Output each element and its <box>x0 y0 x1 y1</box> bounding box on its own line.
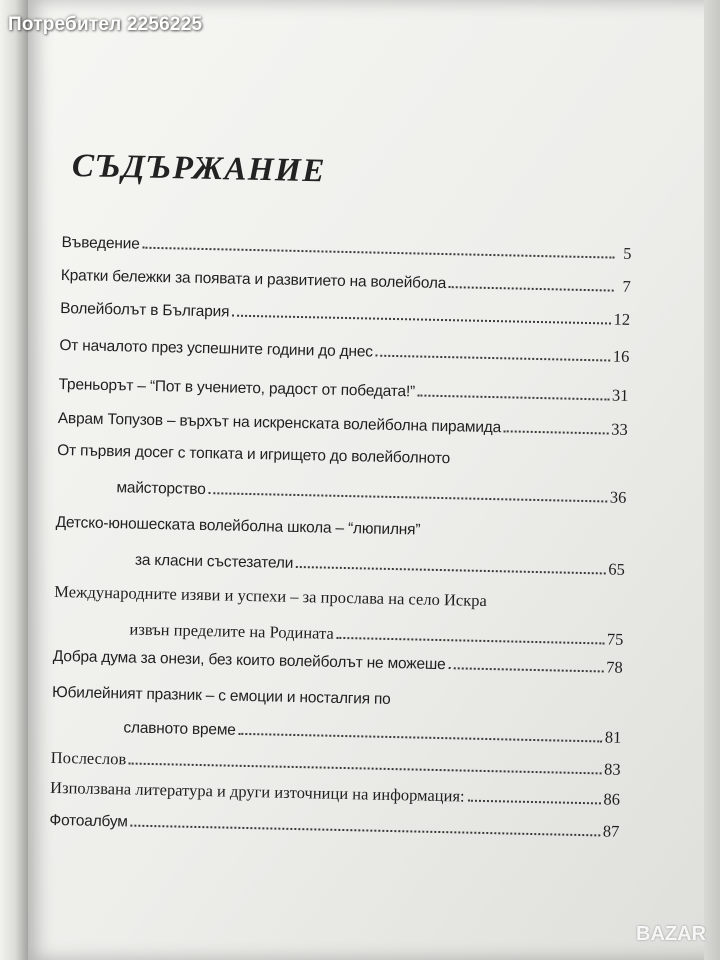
toc-entry-label: Детско-юношеската волейболна школа – “люпилня” <box>55 513 421 539</box>
page-edge <box>704 0 720 960</box>
toc-page-number: 16 <box>612 346 630 366</box>
toc-page-number: 87 <box>602 821 620 841</box>
toc-page-number: 75 <box>606 629 624 649</box>
toc-entry-label: Юбилейният празник – с емоции и носталгия по <box>51 683 391 708</box>
toc-entry-label-cont: за класни състезатели <box>134 551 294 572</box>
dot-leader <box>449 286 614 291</box>
toc-entry-label: Аврам Топузов – върхът на искренската волейболна пирамида <box>57 409 502 437</box>
dot-leader <box>296 566 605 574</box>
toc-page-number: 81 <box>604 727 622 747</box>
toc-entry-label: Добра дума за онези, без които волейболът не можеше <box>52 647 446 674</box>
toc-entry-label: Кратки бележки за появата и развитието на волейбола <box>60 266 447 293</box>
dot-leader <box>376 355 610 362</box>
toc-entry-label: Треньорът – “Пот в учението, радост от победата!” <box>58 375 416 401</box>
dot-leader <box>467 800 600 805</box>
bazar-logo: BAZAR <box>636 923 706 945</box>
user-watermark: Потребител 2256225 <box>8 14 203 35</box>
dot-leader <box>448 667 603 672</box>
toc-page-number: 12 <box>613 309 631 329</box>
toc-entry-label-cont: славното време <box>123 719 236 739</box>
toc-entry-label: Волейболът в България <box>60 299 230 321</box>
toc-page-number: 86 <box>603 789 621 809</box>
toc-page-number: 36 <box>609 487 627 507</box>
toc-entry-label: Фотоалбум <box>49 811 128 831</box>
toc-entry-label: Международните изяви и успехи – за прослава на село Искра <box>54 581 487 610</box>
toc-entry-label-cont: майсторство <box>116 479 206 499</box>
toc-page-number: 65 <box>608 559 626 579</box>
toc-page-number: 33 <box>611 419 628 439</box>
toc-entry-label: Послеслов <box>50 747 127 769</box>
toc-page-number: 5 <box>623 243 632 263</box>
dot-leader <box>239 733 602 743</box>
page-title: СЪДЪРЖАНИЕ <box>71 148 327 190</box>
toc-entry-label-cont: извън пределите на Родината <box>129 619 335 643</box>
dot-leader <box>504 430 608 434</box>
toc-entry-label: От първия досег с топката и игрището до волейболното <box>57 441 451 468</box>
dot-leader <box>418 394 609 400</box>
toc-page-number: 31 <box>611 385 629 405</box>
toc-page-number: 7 <box>622 276 631 296</box>
toc-entry-label: Използвана литература и други източници на информация: <box>49 777 465 806</box>
toc-page-number: 78 <box>606 657 623 677</box>
toc-entry-label: От началото през успешните години до днес <box>59 336 373 361</box>
book-spine-shadow <box>0 0 30 960</box>
toc-entry-label: Въведение <box>61 233 140 253</box>
toc-page-number: 83 <box>603 759 621 779</box>
